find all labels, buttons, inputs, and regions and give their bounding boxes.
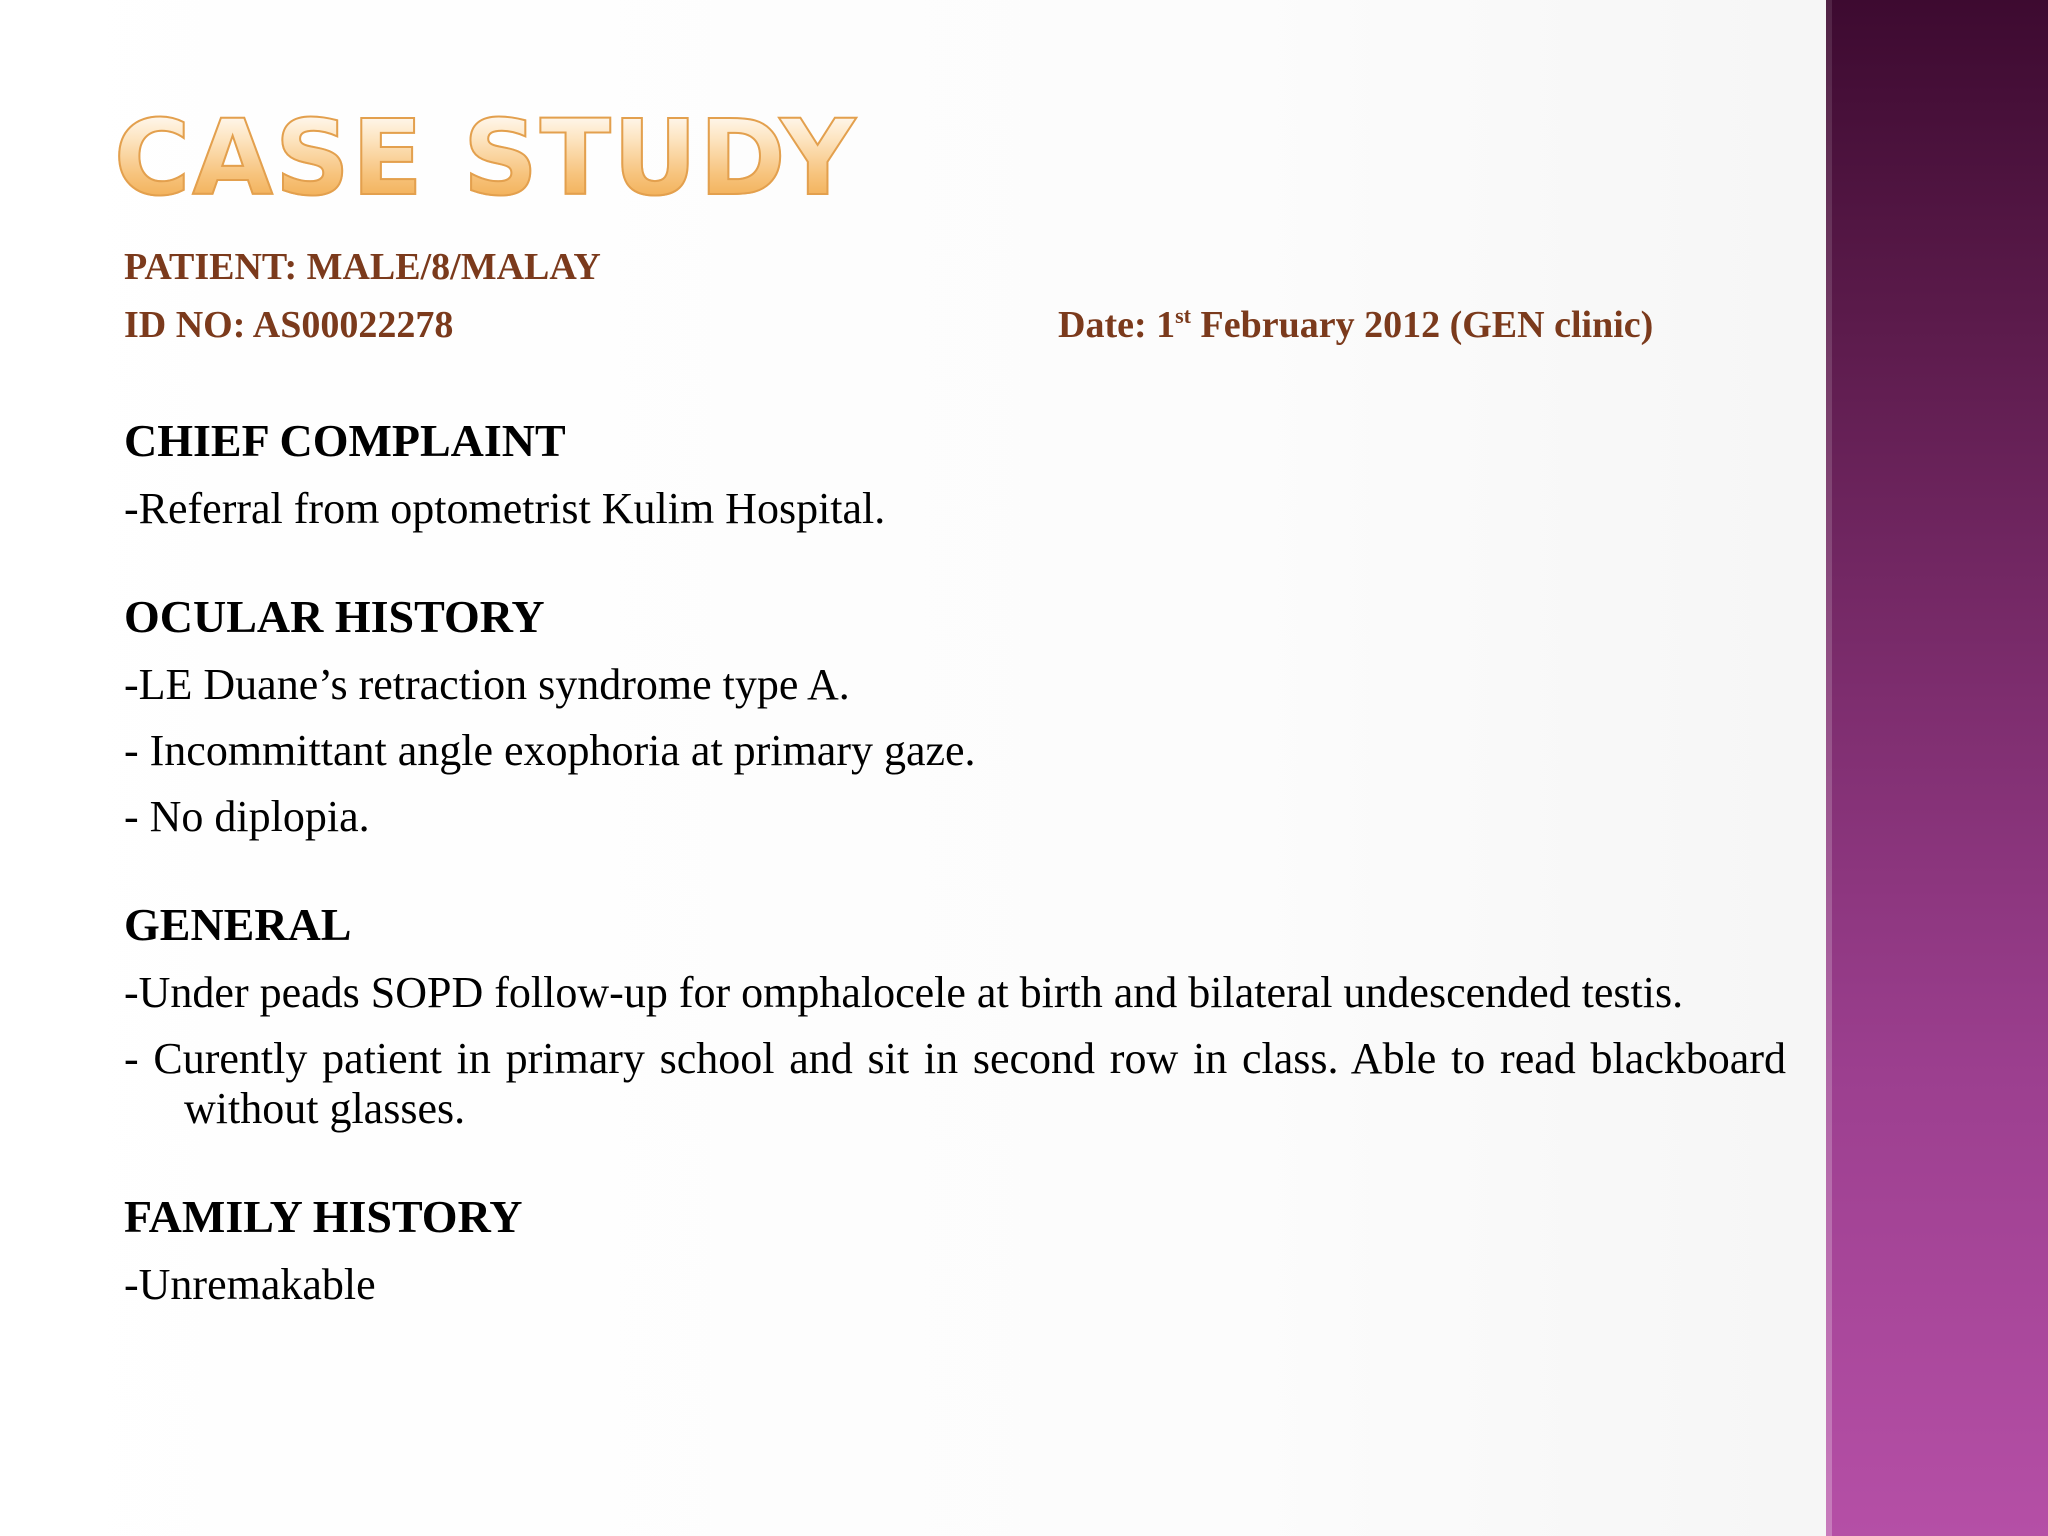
section-line: - Curently patient in primary school and sit in second row in class. Able to read blackboard without glasses.	[124, 1034, 1786, 1133]
visit-date-prefix: Date: 1	[1058, 304, 1176, 346]
section-family-history	[124, 1191, 1786, 1310]
section-general	[124, 899, 1786, 1134]
section-line: - No diplopia.	[124, 792, 370, 841]
section-heading: GENERAL	[124, 899, 352, 950]
section-line: -LE Duane’s retraction syndrome type A.	[124, 660, 850, 709]
decorative-side-bar	[1826, 0, 2048, 1536]
visit-date	[1058, 303, 1654, 346]
section-heading: FAMILY HISTORY	[124, 1191, 523, 1242]
patient-id: ID NO: AS00022278	[124, 304, 454, 346]
section-line: -Referral from optometrist Kulim Hospital.	[124, 484, 886, 533]
patient-info: PATIENT: MALE/8/MALAY	[124, 246, 601, 288]
visit-date-superscript: st	[1175, 303, 1192, 328]
section-heading: OCULAR HISTORY	[124, 591, 545, 642]
section-ocular-history	[124, 591, 1786, 842]
visit-date-suffix: February 2012 (GEN clinic)	[1191, 304, 1654, 346]
case-content	[124, 415, 1786, 1310]
section-line: - Incommittant angle exophoria at primary gaze.	[124, 726, 976, 775]
section-heading: CHIEF COMPLAINT	[124, 415, 566, 466]
section-chief-complaint	[124, 415, 1786, 534]
section-line: -Under peads SOPD follow-up for omphalocele at birth and bilateral undescended testis.	[124, 968, 1684, 1017]
section-line: -Unremakable	[124, 1260, 376, 1309]
slide-title: CASE STUDY	[114, 97, 858, 219]
